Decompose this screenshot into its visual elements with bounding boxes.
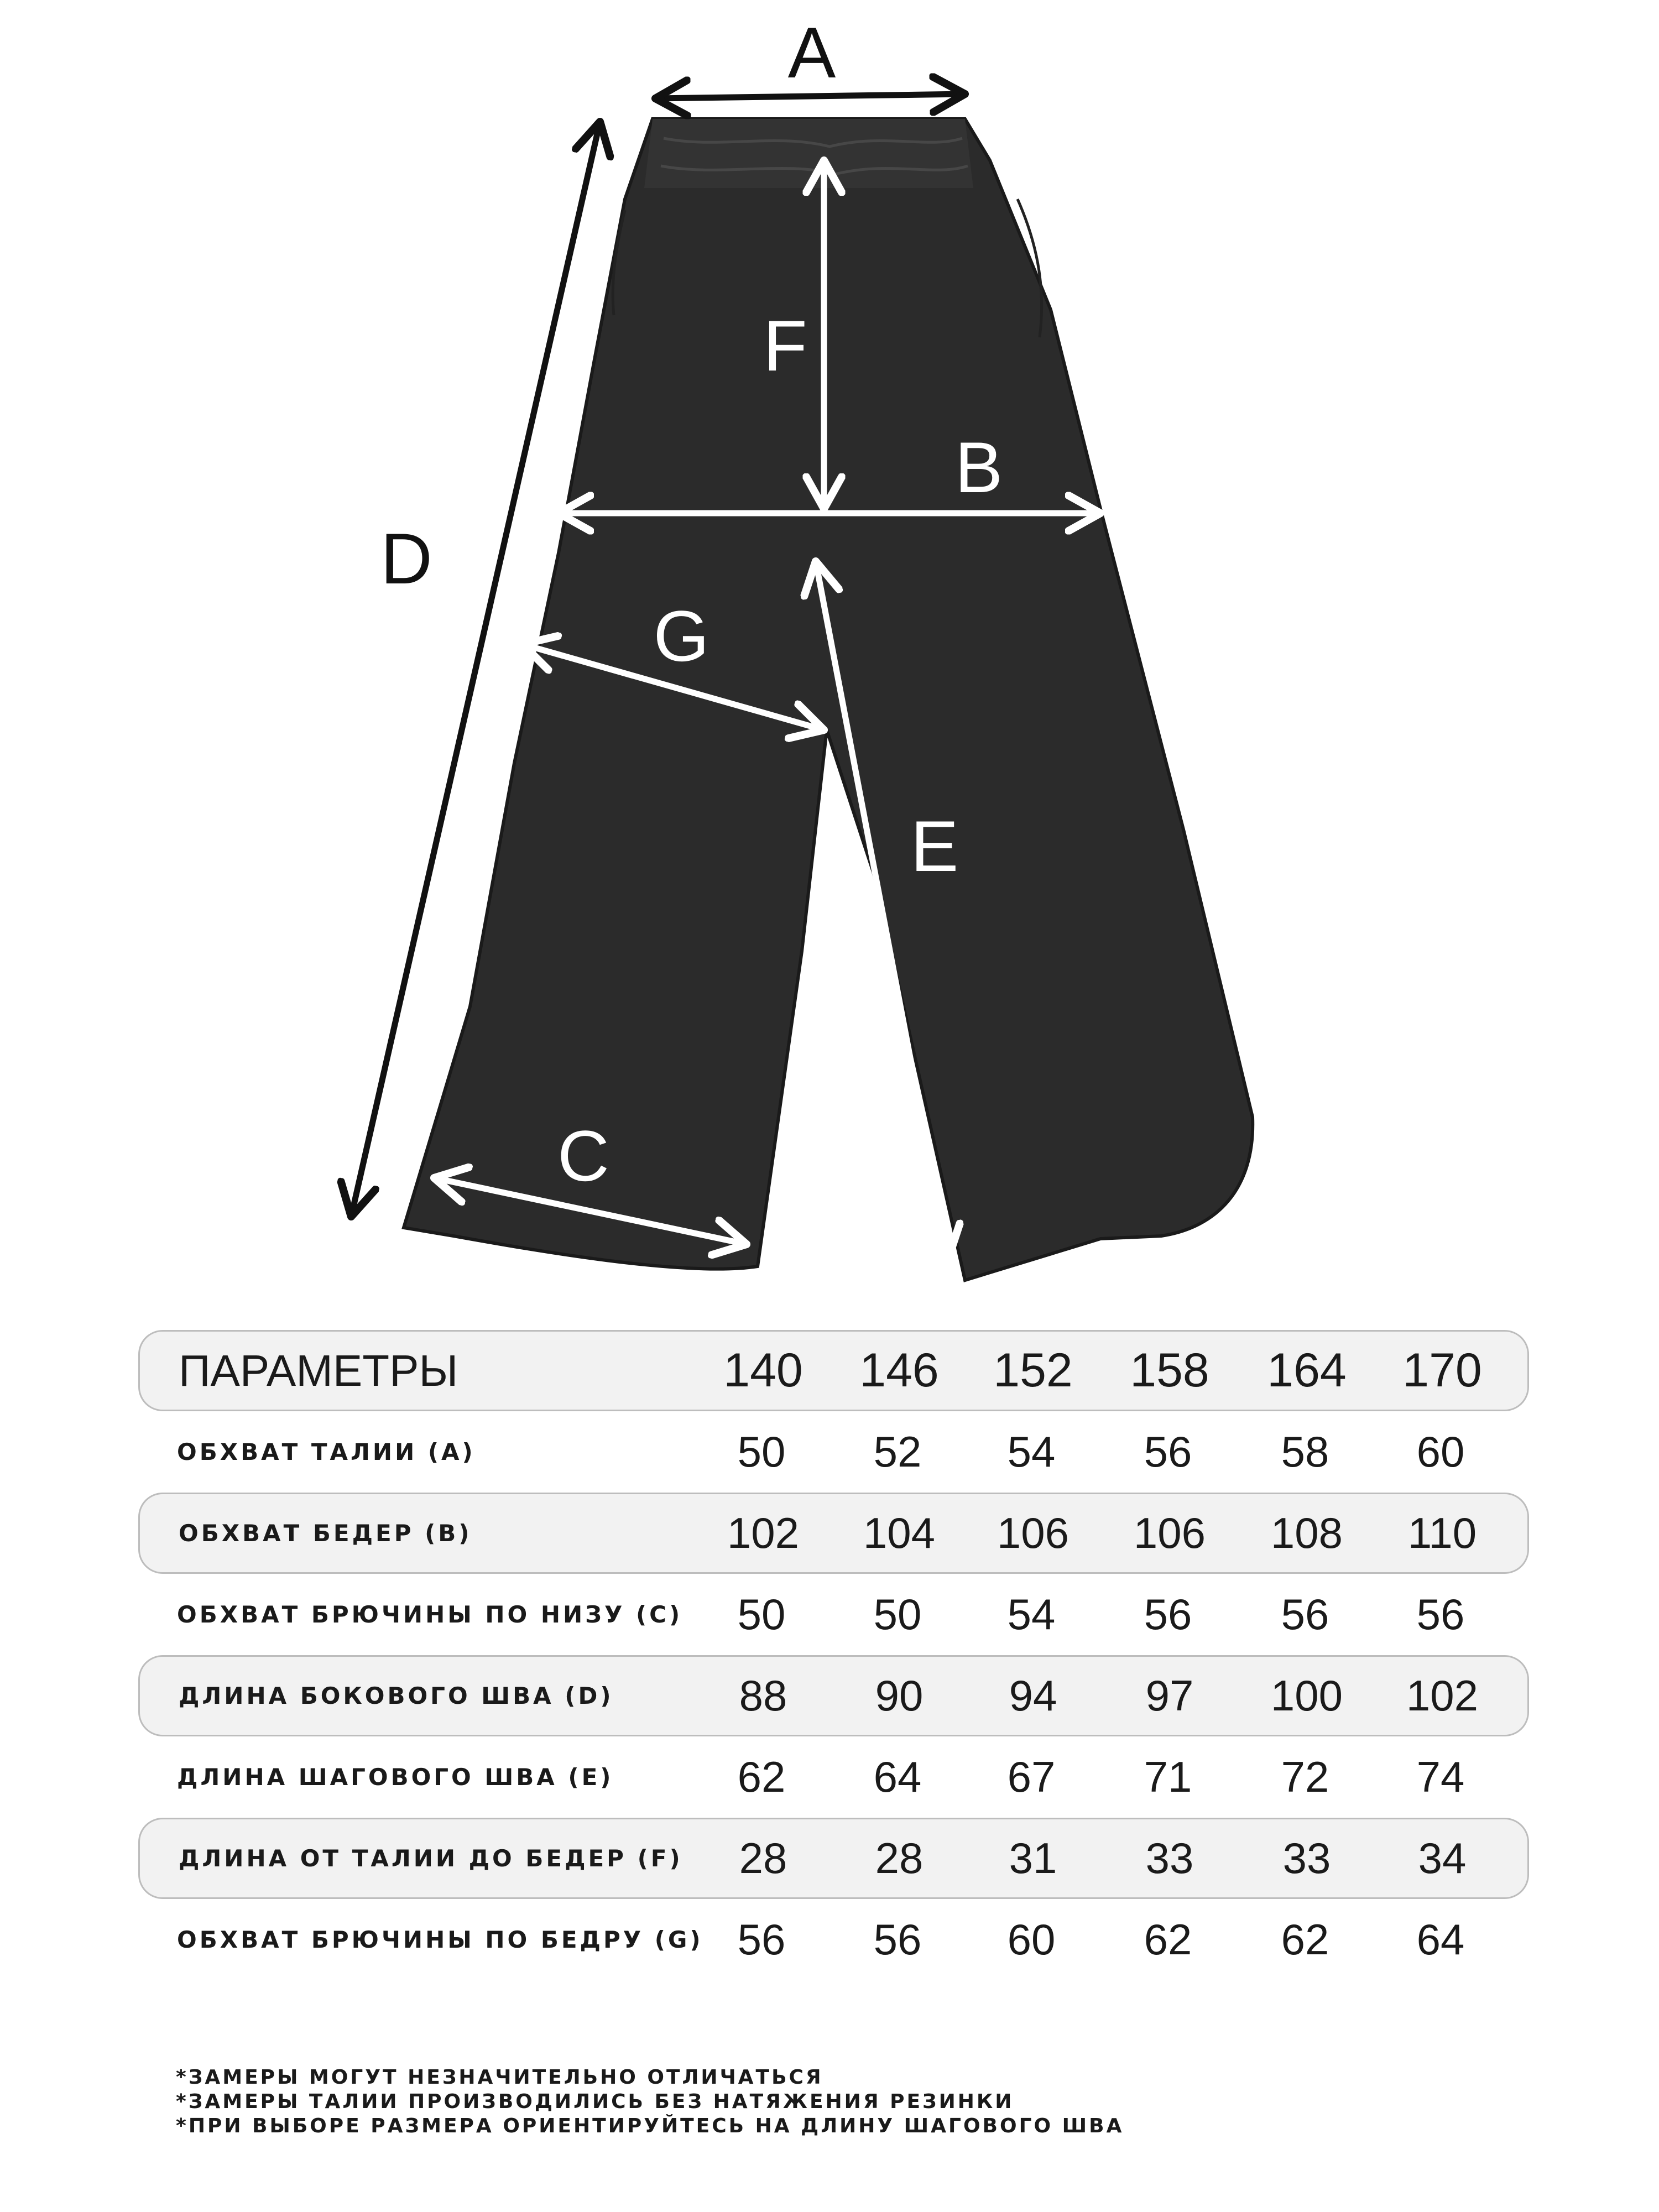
pants-silhouette: [404, 119, 1253, 1280]
table-cell: 108: [1270, 1509, 1343, 1557]
table-cell: 50: [873, 1590, 922, 1639]
table-cell: 97: [1145, 1671, 1194, 1720]
table-cell: 62: [1144, 1915, 1192, 1964]
arrow-a: [655, 94, 965, 98]
row-label: ДЛИНА ОТ ТАЛИИ ДО БЕДЕР (F): [179, 1845, 683, 1872]
size-158: 158: [1130, 1344, 1209, 1397]
footnote: *ПРИ ВЫБОРЕ РАЗМЕРА ОРИЕНТИРУЙТЕСЬ НА ДЛИНУ ШАГОВОГО ШВА: [176, 2115, 1124, 2137]
label-c: C: [557, 1115, 609, 1196]
table-cell: 34: [1418, 1834, 1467, 1882]
table-cell: 102: [1406, 1671, 1479, 1720]
table-cell: 33: [1145, 1834, 1194, 1882]
table-cell: 64: [1416, 1915, 1465, 1964]
table-cell: 54: [1007, 1590, 1056, 1639]
table-cell: 50: [737, 1590, 786, 1639]
table-cell: 71: [1144, 1752, 1192, 1801]
table-cell: 56: [737, 1915, 786, 1964]
table-cell: 100: [1270, 1671, 1343, 1720]
footnote: *ЗАМЕРЫ МОГУТ НЕЗНАЧИТЕЛЬНО ОТЛИЧАТЬСЯ: [176, 2066, 823, 2089]
size-table: [138, 1330, 1529, 1980]
table-cell: 104: [863, 1509, 936, 1557]
table-cell: 56: [1144, 1427, 1192, 1476]
row-label: ДЛИНА ШАГОВОГО ШВА (Е): [177, 1764, 614, 1791]
table-row-waist: [138, 1411, 1529, 1493]
table-cell: 60: [1007, 1915, 1056, 1964]
table-cell: 74: [1416, 1752, 1465, 1801]
table-row-hips: [138, 1493, 1529, 1574]
footnotes: [176, 2065, 1124, 2138]
label-g: G: [653, 596, 709, 676]
table-row-thigh: [138, 1899, 1529, 1980]
size-152: 152: [993, 1344, 1073, 1397]
table-row-inseam: [138, 1736, 1529, 1818]
table-cell: 33: [1282, 1834, 1331, 1882]
table-header-row: [138, 1330, 1529, 1411]
row-label: ОБХВАТ БЕДЕР (В): [179, 1520, 472, 1547]
row-label: ОБХВАТ БРЮЧИНЫ ПО БЕДРУ (G): [177, 1926, 703, 1953]
table-row-hem: [138, 1574, 1529, 1655]
table-row-rise: [138, 1818, 1529, 1899]
table-cell: 110: [1407, 1509, 1477, 1557]
table-cell: 94: [1009, 1671, 1057, 1720]
size-170: 170: [1402, 1344, 1482, 1397]
table-cell: 62: [737, 1752, 786, 1801]
table-cell: 67: [1007, 1752, 1056, 1801]
table-cell: 56: [1281, 1590, 1329, 1639]
table-cell: 106: [1133, 1509, 1206, 1557]
table-cell: 56: [1144, 1590, 1192, 1639]
table-cell: 88: [739, 1671, 787, 1720]
table-cell: 90: [875, 1671, 924, 1720]
header-label: ПАРАМЕТРЫ: [179, 1345, 458, 1395]
label-a: A: [787, 12, 836, 93]
row-label: ОБХВАТ ТАЛИИ (А): [177, 1438, 476, 1465]
label-f: F: [763, 305, 807, 386]
label-b: B: [954, 427, 1003, 508]
table-cell: 64: [873, 1752, 922, 1801]
size-140: 140: [723, 1344, 803, 1397]
table-cell: 50: [737, 1427, 786, 1476]
size-146: 146: [859, 1344, 939, 1397]
waistband: [644, 119, 973, 188]
footnote: *ЗАМЕРЫ ТАЛИИ ПРОИЗВОДИЛИСЬ БЕЗ НАТЯЖЕНИЯ РЕЗИНКИ: [176, 2090, 1014, 2113]
table-row-side-seam: [138, 1655, 1529, 1736]
label-d: D: [380, 518, 432, 599]
table-cell: 54: [1007, 1427, 1056, 1476]
size-164: 164: [1267, 1344, 1347, 1397]
table-cell: 62: [1281, 1915, 1329, 1964]
table-cell: 28: [875, 1834, 924, 1882]
table-cell: 52: [873, 1427, 922, 1476]
row-label: ДЛИНА БОКОВОГО ШВА (D): [179, 1682, 614, 1709]
table-cell: 31: [1009, 1834, 1057, 1882]
label-e: E: [910, 806, 959, 886]
table-cell: 56: [873, 1915, 922, 1964]
table-cell: 56: [1416, 1590, 1465, 1639]
table-cell: 58: [1281, 1427, 1329, 1476]
table-cell: 106: [997, 1509, 1070, 1557]
table-cell: 102: [727, 1509, 800, 1557]
row-label: ОБХВАТ БРЮЧИНЫ ПО НИЗУ (С): [177, 1601, 683, 1628]
table-cell: 72: [1281, 1752, 1329, 1801]
table-cell: 60: [1416, 1427, 1465, 1476]
table-cell: 28: [739, 1834, 787, 1882]
